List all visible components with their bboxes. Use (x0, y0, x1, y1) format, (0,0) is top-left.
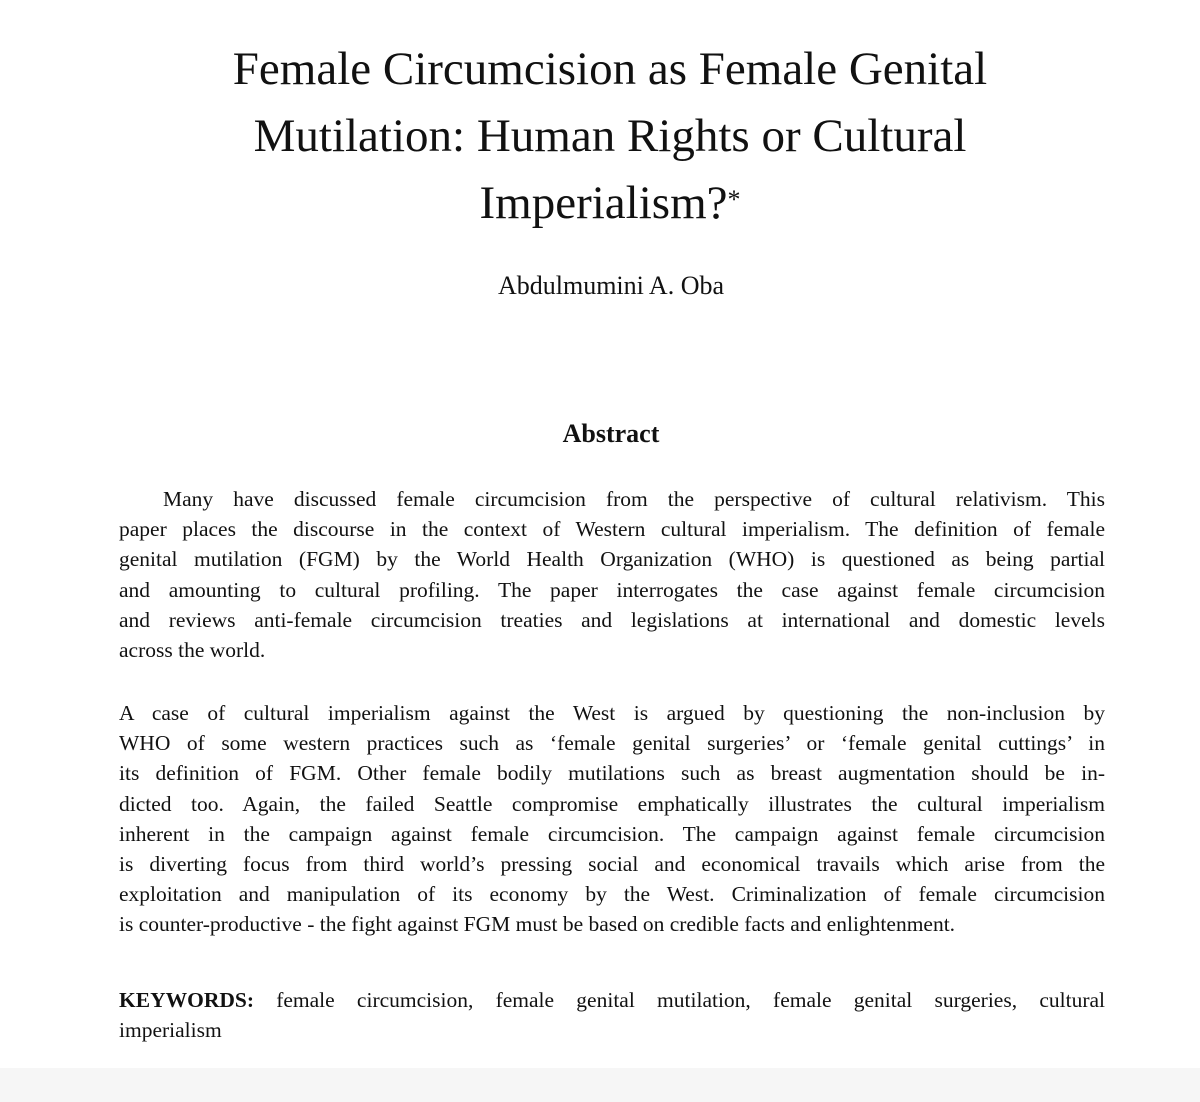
abstract-p2-line: WHO of some western practices such as ‘female genital surgeries’ or ‘female genital cuttings’ in (119, 731, 1105, 756)
abstract-p1-line: and reviews anti-female circumcision treaties and legislations at international and domestic levels (119, 607, 1105, 632)
abstract-p2-line: inherent in the campaign against female circumcision. The campaign against female circumcision (119, 821, 1105, 846)
abstract-p1-line: paper places the discourse in the context of Western cultural imperialism. The definition of female (119, 517, 1105, 542)
abstract-p2-line: its definition of FGM. Other female bodily mutilations such as breast augmentation should be in- (119, 761, 1105, 786)
abstract-p2-line: dicted too. Again, the failed Seattle compromise emphatically illustrates the cultural imperialism (119, 791, 1105, 816)
keywords-paragraph (119, 985, 1105, 1045)
abstract-p1-line: across the world. (119, 638, 266, 663)
keywords-text: female circumcision, female genital mutilation, female genital surgeries, cultural (253, 988, 1105, 1012)
title-line-1: Female Circumcision as Female Genital (232, 43, 988, 95)
abstract-p1-line: Many have discussed female circumcision from the perspective of cultural relativism. This (163, 487, 1105, 511)
abstract-p1-line: and amounting to cultural profiling. The paper interrogates the case against female circumcision (119, 577, 1105, 602)
author-name: Abdulmumini A. Oba (497, 271, 725, 300)
abstract-heading: Abstract (562, 419, 660, 448)
keywords-line-2: imperialism (119, 1018, 222, 1043)
abstract-paragraph-2 (119, 698, 1105, 940)
abstract-p2-line: is diverting focus from third world’s pressing social and economical travails which arise from the (119, 852, 1105, 877)
title-line-3 (120, 170, 1100, 237)
title-line-2: Mutilation: Human Rights or Cultural (253, 110, 967, 162)
keywords-label: KEYWORDS: (119, 988, 254, 1012)
abstract-paragraph-1 (119, 484, 1105, 665)
abstract-p1-line: genital mutilation (FGM) by the World Health Organization (WHO) is questioned as being partial (119, 547, 1105, 572)
paper-title (120, 36, 1100, 237)
keywords-line-1 (119, 985, 1105, 1015)
abstract-p2-line: A case of cultural imperialism against the West is argued by questioning the non-inclusion by (119, 701, 1105, 725)
title-footnote-marker: * (727, 185, 741, 214)
page-bottom-edge (0, 1068, 1200, 1102)
abstract-p2-line: is counter-productive - the fight against FGM must be based on credible facts and enlightenment. (119, 912, 956, 937)
title-line-3-text: Imperialism? (479, 177, 728, 229)
abstract-p2-line: exploitation and manipulation of its economy by the West. Criminalization of female circumcision (119, 882, 1105, 907)
